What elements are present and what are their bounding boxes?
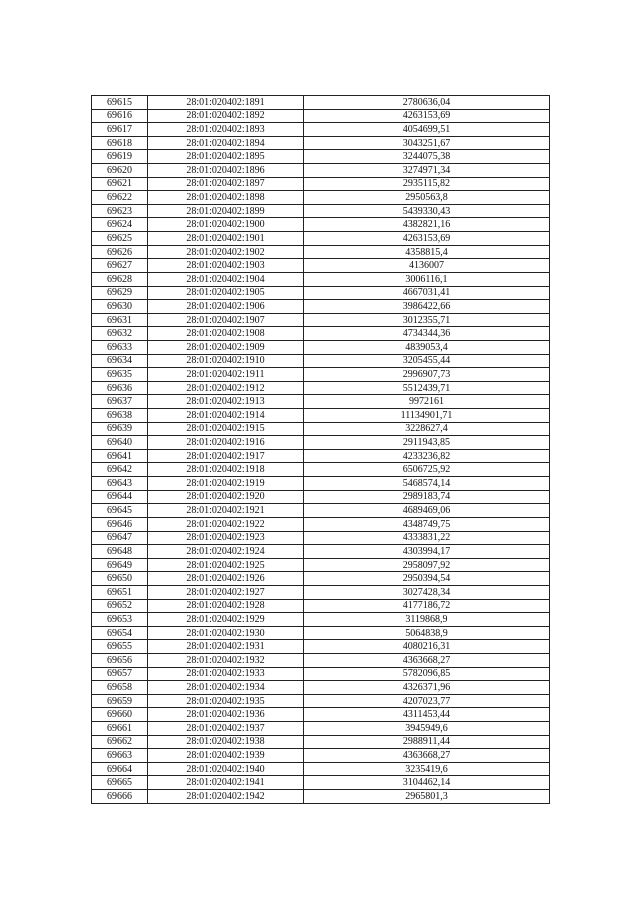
table-row bbox=[92, 123, 550, 137]
row-number-cell: 69642 bbox=[92, 463, 148, 477]
cadastral-value-cell: 5782096,85 bbox=[304, 667, 550, 681]
cadastral-value-cell: 4348749,75 bbox=[304, 517, 550, 531]
table-row bbox=[92, 449, 550, 463]
row-number-cell: 69654 bbox=[92, 626, 148, 640]
cadastral-number-cell: 28:01:020402:1925 bbox=[148, 558, 304, 572]
cadastral-number-cell: 28:01:020402:1908 bbox=[148, 327, 304, 341]
cadastral-value-cell: 3012355,71 bbox=[304, 313, 550, 327]
row-number-cell: 69663 bbox=[92, 749, 148, 763]
table-row bbox=[92, 762, 550, 776]
row-number-cell: 69632 bbox=[92, 327, 148, 341]
row-number-cell: 69653 bbox=[92, 613, 148, 627]
cadastral-number-cell: 28:01:020402:1900 bbox=[148, 218, 304, 232]
table-row bbox=[92, 749, 550, 763]
cadastral-number-cell: 28:01:020402:1937 bbox=[148, 722, 304, 736]
cadastral-number-cell: 28:01:020402:1893 bbox=[148, 123, 304, 137]
cadastral-number-cell: 28:01:020402:1892 bbox=[148, 109, 304, 123]
cadastral-value-cell: 4263153,69 bbox=[304, 109, 550, 123]
table-row bbox=[92, 150, 550, 164]
cadastral-number-cell: 28:01:020402:1939 bbox=[148, 749, 304, 763]
cadastral-number-cell: 28:01:020402:1915 bbox=[148, 422, 304, 436]
table-row bbox=[92, 409, 550, 423]
table-row bbox=[92, 259, 550, 273]
row-number-cell: 69661 bbox=[92, 722, 148, 736]
cadastral-number-cell: 28:01:020402:1914 bbox=[148, 409, 304, 423]
table-row bbox=[92, 545, 550, 559]
cadastral-value-table bbox=[91, 95, 550, 804]
row-number-cell: 69655 bbox=[92, 640, 148, 654]
row-number-cell: 69648 bbox=[92, 545, 148, 559]
table-row bbox=[92, 327, 550, 341]
row-number-cell: 69658 bbox=[92, 681, 148, 695]
cadastral-number-cell: 28:01:020402:1911 bbox=[148, 368, 304, 382]
cadastral-number-cell: 28:01:020402:1922 bbox=[148, 517, 304, 531]
cadastral-number-cell: 28:01:020402:1918 bbox=[148, 463, 304, 477]
row-number-cell: 69626 bbox=[92, 245, 148, 259]
row-number-cell: 69660 bbox=[92, 708, 148, 722]
cadastral-value-cell: 3945949,6 bbox=[304, 722, 550, 736]
cadastral-value-cell: 6506725,92 bbox=[304, 463, 550, 477]
cadastral-value-cell: 5468574,14 bbox=[304, 477, 550, 491]
cadastral-value-cell: 2911943,85 bbox=[304, 436, 550, 450]
cadastral-number-cell: 28:01:020402:1933 bbox=[148, 667, 304, 681]
cadastral-value-cell: 4233236,82 bbox=[304, 449, 550, 463]
table-row bbox=[92, 395, 550, 409]
cadastral-value-cell: 4839053,4 bbox=[304, 340, 550, 354]
cadastral-value-cell: 5439330,43 bbox=[304, 204, 550, 218]
row-number-cell: 69634 bbox=[92, 354, 148, 368]
cadastral-number-cell: 28:01:020402:1924 bbox=[148, 545, 304, 559]
table-row bbox=[92, 313, 550, 327]
cadastral-number-cell: 28:01:020402:1904 bbox=[148, 272, 304, 286]
cadastral-value-cell: 4207023,77 bbox=[304, 694, 550, 708]
cadastral-value-cell: 4363668,27 bbox=[304, 653, 550, 667]
row-number-cell: 69625 bbox=[92, 232, 148, 246]
row-number-cell: 69631 bbox=[92, 313, 148, 327]
table-row bbox=[92, 463, 550, 477]
cadastral-number-cell: 28:01:020402:1919 bbox=[148, 477, 304, 491]
cadastral-value-cell: 2988911,44 bbox=[304, 735, 550, 749]
cadastral-number-cell: 28:01:020402:1896 bbox=[148, 164, 304, 178]
row-number-cell: 69649 bbox=[92, 558, 148, 572]
row-number-cell: 69665 bbox=[92, 776, 148, 790]
table-row bbox=[92, 626, 550, 640]
cadastral-value-cell: 4363668,27 bbox=[304, 749, 550, 763]
cadastral-value-cell: 3274971,34 bbox=[304, 164, 550, 178]
cadastral-number-cell: 28:01:020402:1917 bbox=[148, 449, 304, 463]
cadastral-value-cell: 3205455,44 bbox=[304, 354, 550, 368]
cadastral-number-cell: 28:01:020402:1898 bbox=[148, 191, 304, 205]
cadastral-value-cell: 2989183,74 bbox=[304, 490, 550, 504]
cadastral-number-cell: 28:01:020402:1897 bbox=[148, 177, 304, 191]
cadastral-value-cell: 5064838,9 bbox=[304, 626, 550, 640]
table-row bbox=[92, 477, 550, 491]
row-number-cell: 69638 bbox=[92, 409, 148, 423]
row-number-cell: 69629 bbox=[92, 286, 148, 300]
table-row bbox=[92, 572, 550, 586]
cadastral-value-cell: 4080216,31 bbox=[304, 640, 550, 654]
cadastral-number-cell: 28:01:020402:1907 bbox=[148, 313, 304, 327]
row-number-cell: 69641 bbox=[92, 449, 148, 463]
cadastral-number-cell: 28:01:020402:1942 bbox=[148, 790, 304, 804]
cadastral-number-cell: 28:01:020402:1931 bbox=[148, 640, 304, 654]
table-row bbox=[92, 286, 550, 300]
cadastral-number-cell: 28:01:020402:1921 bbox=[148, 504, 304, 518]
row-number-cell: 69650 bbox=[92, 572, 148, 586]
cadastral-value-cell: 4177186,72 bbox=[304, 599, 550, 613]
cadastral-value-cell: 2780636,04 bbox=[304, 96, 550, 110]
table-row bbox=[92, 585, 550, 599]
cadastral-value-cell: 3104462,14 bbox=[304, 776, 550, 790]
table-row bbox=[92, 109, 550, 123]
row-number-cell: 69647 bbox=[92, 531, 148, 545]
cadastral-number-cell: 28:01:020402:1894 bbox=[148, 136, 304, 150]
row-number-cell: 69652 bbox=[92, 599, 148, 613]
table-row bbox=[92, 504, 550, 518]
row-number-cell: 69618 bbox=[92, 136, 148, 150]
table-row bbox=[92, 204, 550, 218]
cadastral-number-cell: 28:01:020402:1905 bbox=[148, 286, 304, 300]
table-row bbox=[92, 136, 550, 150]
table-row bbox=[92, 517, 550, 531]
row-number-cell: 69630 bbox=[92, 300, 148, 314]
row-number-cell: 69615 bbox=[92, 96, 148, 110]
table-row bbox=[92, 790, 550, 804]
table-row bbox=[92, 694, 550, 708]
row-number-cell: 69646 bbox=[92, 517, 148, 531]
cadastral-value-cell: 4311453,44 bbox=[304, 708, 550, 722]
cadastral-number-cell: 28:01:020402:1929 bbox=[148, 613, 304, 627]
table-row bbox=[92, 218, 550, 232]
cadastral-number-cell: 28:01:020402:1936 bbox=[148, 708, 304, 722]
row-number-cell: 69617 bbox=[92, 123, 148, 137]
table-row bbox=[92, 490, 550, 504]
table-row bbox=[92, 300, 550, 314]
row-number-cell: 69666 bbox=[92, 790, 148, 804]
cadastral-number-cell: 28:01:020402:1941 bbox=[148, 776, 304, 790]
cadastral-value-cell: 3043251,67 bbox=[304, 136, 550, 150]
cadastral-value-cell: 4333831,22 bbox=[304, 531, 550, 545]
cadastral-value-cell: 3244075,38 bbox=[304, 150, 550, 164]
cadastral-value-cell: 3228627,4 bbox=[304, 422, 550, 436]
cadastral-number-cell: 28:01:020402:1902 bbox=[148, 245, 304, 259]
table-row bbox=[92, 558, 550, 572]
cadastral-value-cell: 3006116,1 bbox=[304, 272, 550, 286]
row-number-cell: 69645 bbox=[92, 504, 148, 518]
cadastral-number-cell: 28:01:020402:1910 bbox=[148, 354, 304, 368]
row-number-cell: 69644 bbox=[92, 490, 148, 504]
cadastral-value-cell: 11134901,71 bbox=[304, 409, 550, 423]
table-row bbox=[92, 776, 550, 790]
cadastral-value-cell: 4263153,69 bbox=[304, 232, 550, 246]
cadastral-value-cell: 4382821,16 bbox=[304, 218, 550, 232]
cadastral-value-cell: 9972161 bbox=[304, 395, 550, 409]
row-number-cell: 69624 bbox=[92, 218, 148, 232]
row-number-cell: 69621 bbox=[92, 177, 148, 191]
table-row bbox=[92, 653, 550, 667]
table-row bbox=[92, 613, 550, 627]
cadastral-number-cell: 28:01:020402:1913 bbox=[148, 395, 304, 409]
cadastral-value-cell: 3986422,66 bbox=[304, 300, 550, 314]
row-number-cell: 69633 bbox=[92, 340, 148, 354]
cadastral-value-cell: 2935115,82 bbox=[304, 177, 550, 191]
cadastral-value-cell: 4358815,4 bbox=[304, 245, 550, 259]
table-row bbox=[92, 735, 550, 749]
row-number-cell: 69622 bbox=[92, 191, 148, 205]
row-number-cell: 69662 bbox=[92, 735, 148, 749]
cadastral-number-cell: 28:01:020402:1930 bbox=[148, 626, 304, 640]
table-row bbox=[92, 436, 550, 450]
cadastral-number-cell: 28:01:020402:1891 bbox=[148, 96, 304, 110]
table-row bbox=[92, 381, 550, 395]
row-number-cell: 69656 bbox=[92, 653, 148, 667]
cadastral-value-cell: 3119868,9 bbox=[304, 613, 550, 627]
row-number-cell: 69637 bbox=[92, 395, 148, 409]
cadastral-number-cell: 28:01:020402:1912 bbox=[148, 381, 304, 395]
cadastral-value-cell: 3235419,6 bbox=[304, 762, 550, 776]
row-number-cell: 69639 bbox=[92, 422, 148, 436]
cadastral-value-cell: 4136007 bbox=[304, 259, 550, 273]
row-number-cell: 69623 bbox=[92, 204, 148, 218]
cadastral-value-cell: 2965801,3 bbox=[304, 790, 550, 804]
cadastral-number-cell: 28:01:020402:1901 bbox=[148, 232, 304, 246]
table-row bbox=[92, 191, 550, 205]
table-row bbox=[92, 422, 550, 436]
table-row bbox=[92, 164, 550, 178]
cadastral-number-cell: 28:01:020402:1926 bbox=[148, 572, 304, 586]
row-number-cell: 69628 bbox=[92, 272, 148, 286]
cadastral-value-cell: 2996907,73 bbox=[304, 368, 550, 382]
cadastral-number-cell: 28:01:020402:1927 bbox=[148, 585, 304, 599]
row-number-cell: 69620 bbox=[92, 164, 148, 178]
cadastral-number-cell: 28:01:020402:1935 bbox=[148, 694, 304, 708]
cadastral-value-cell: 4054699,51 bbox=[304, 123, 550, 137]
cadastral-value-cell: 5512439,71 bbox=[304, 381, 550, 395]
table-row bbox=[92, 177, 550, 191]
table-row bbox=[92, 272, 550, 286]
row-number-cell: 69616 bbox=[92, 109, 148, 123]
row-number-cell: 69635 bbox=[92, 368, 148, 382]
table-row bbox=[92, 640, 550, 654]
row-number-cell: 69619 bbox=[92, 150, 148, 164]
cadastral-number-cell: 28:01:020402:1928 bbox=[148, 599, 304, 613]
cadastral-number-cell: 28:01:020402:1934 bbox=[148, 681, 304, 695]
cadastral-value-cell: 4303994,17 bbox=[304, 545, 550, 559]
cadastral-number-cell: 28:01:020402:1916 bbox=[148, 436, 304, 450]
cadastral-number-cell: 28:01:020402:1938 bbox=[148, 735, 304, 749]
table-row bbox=[92, 681, 550, 695]
cadastral-number-cell: 28:01:020402:1940 bbox=[148, 762, 304, 776]
table-row bbox=[92, 599, 550, 613]
cadastral-value-cell: 4326371,96 bbox=[304, 681, 550, 695]
table-body bbox=[92, 96, 550, 804]
row-number-cell: 69636 bbox=[92, 381, 148, 395]
row-number-cell: 69640 bbox=[92, 436, 148, 450]
row-number-cell: 69651 bbox=[92, 585, 148, 599]
row-number-cell: 69627 bbox=[92, 259, 148, 273]
cadastral-number-cell: 28:01:020402:1903 bbox=[148, 259, 304, 273]
row-number-cell: 69643 bbox=[92, 477, 148, 491]
cadastral-value-cell: 4734344,36 bbox=[304, 327, 550, 341]
cadastral-number-cell: 28:01:020402:1923 bbox=[148, 531, 304, 545]
table-row bbox=[92, 245, 550, 259]
cadastral-number-cell: 28:01:020402:1899 bbox=[148, 204, 304, 218]
row-number-cell: 69657 bbox=[92, 667, 148, 681]
row-number-cell: 69659 bbox=[92, 694, 148, 708]
cadastral-value-cell: 4667031,41 bbox=[304, 286, 550, 300]
cadastral-value-cell: 3027428,34 bbox=[304, 585, 550, 599]
row-number-cell: 69664 bbox=[92, 762, 148, 776]
cadastral-number-cell: 28:01:020402:1906 bbox=[148, 300, 304, 314]
table-row bbox=[92, 708, 550, 722]
table-row bbox=[92, 354, 550, 368]
table-row bbox=[92, 368, 550, 382]
cadastral-value-cell: 4689469,06 bbox=[304, 504, 550, 518]
table-row bbox=[92, 232, 550, 246]
cadastral-number-cell: 28:01:020402:1932 bbox=[148, 653, 304, 667]
cadastral-value-cell: 2950563,8 bbox=[304, 191, 550, 205]
table-row bbox=[92, 340, 550, 354]
cadastral-value-cell: 2950394,54 bbox=[304, 572, 550, 586]
cadastral-number-cell: 28:01:020402:1909 bbox=[148, 340, 304, 354]
cadastral-value-cell: 2958097,92 bbox=[304, 558, 550, 572]
table-row bbox=[92, 667, 550, 681]
cadastral-number-cell: 28:01:020402:1920 bbox=[148, 490, 304, 504]
table-row bbox=[92, 96, 550, 110]
cadastral-number-cell: 28:01:020402:1895 bbox=[148, 150, 304, 164]
table-row bbox=[92, 531, 550, 545]
table-row bbox=[92, 722, 550, 736]
